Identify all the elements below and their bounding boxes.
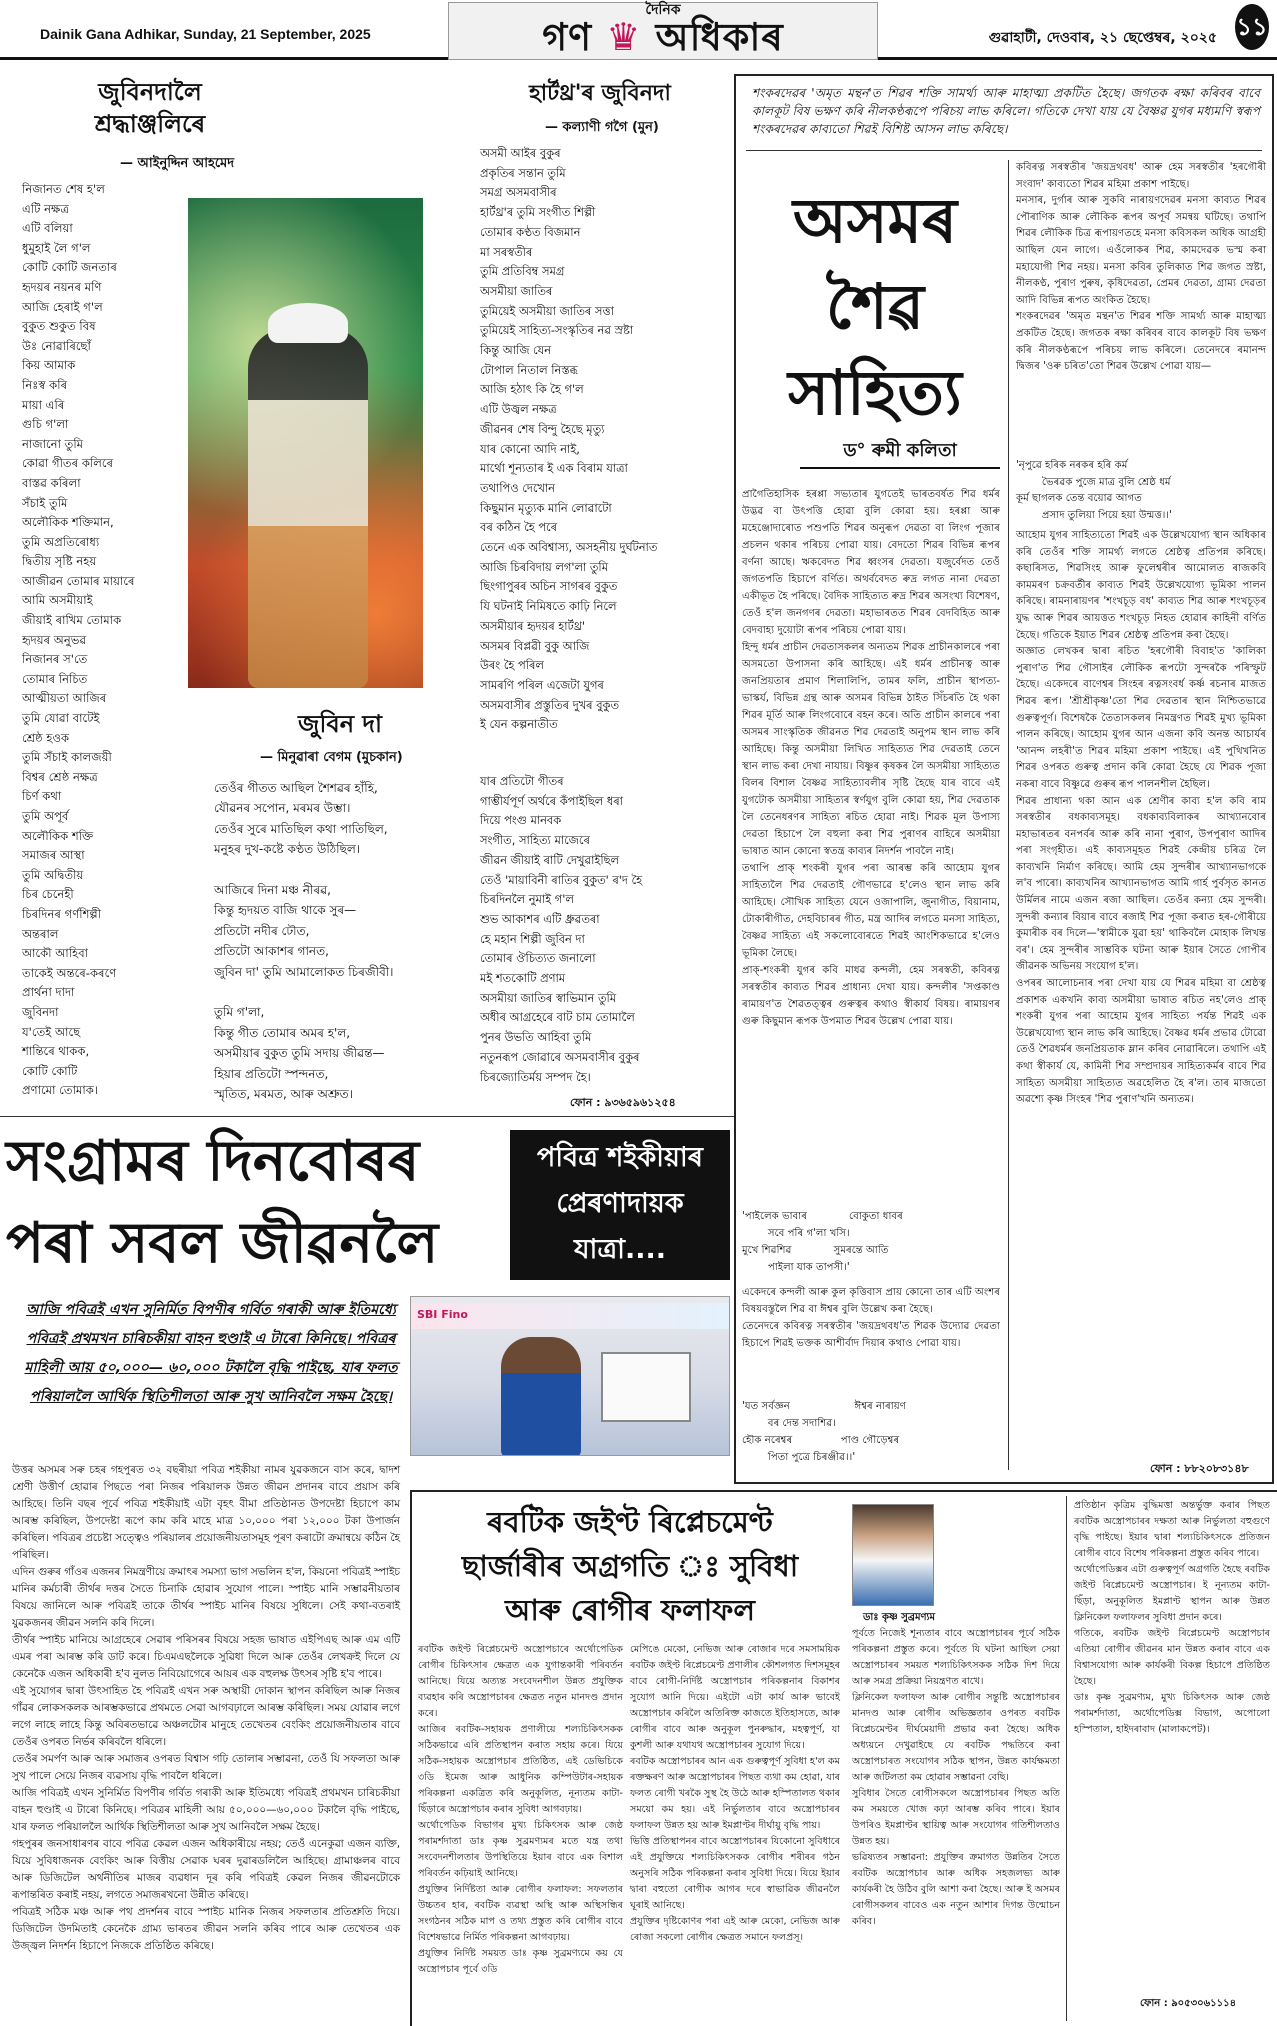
robotic-headline-line1: ৰবটিক জইণ্ট ৰিপ্লেচমেণ্ট	[487, 1505, 773, 1539]
robotic-headline	[420, 1500, 840, 1632]
struggle-body: উত্তৰ অসমৰ সৰু চহৰ গহপুৰত ৩২ বছৰীয়া পবিত্ৰ শইকীয়া নামৰ যুৱকজনে বাস কৰে, দ্বাদশ শ্ৰেণী উত্তীৰ্ণ হোৱাৰ পিছতে পৰা নিজৰ পৰিয়ালক উন্নত জীৱন প্ৰদানৰ বাবে প্ৰয়াস কৰি আহিছে। তিনি বছৰ পূৰ্বে পবিত্ৰ শইকীয়াই এটা বৃহৎ বীমা প্ৰতিষ্ঠানত উপদেষ্টা হিচাপে কাম আৰম্ভ কৰিছিল, উপদেষ্টা ৰূপে কাম কৰি মাহে মাত্ৰ ১০,০০০ পৰা ১২,০০০ টকা উপাৰ্জন কৰিছিল। পবিত্ৰৰ প্ৰচেষ্টা সত্ত্বেও পৰিয়ালৰ প্ৰয়োজনীয়তাসমূহ পূৰণ কৰাটো ক্ৰমান্বয়ে কঠিন হৈ পৰিছিল। এদিন গুৰুৰ গাঁওৰ এজনৰ নিমন্ত্ৰণীয়ে ক্ৰমাৎৰ সমস্যা ভাগ সভলিন হ'ল, কিয়নো পবিত্ৰই স্পাইচ মানিৰ কৰ্মচাৰী তীৰ্থৰ দত্তৰ সৈতে চিনাকি হোৱাৰ সুযোগ পালে। স্পাইচ মানি সম্ভাৱনীয়তাৰ বিষয়ে জানিলে আৰু পবিত্ৰই তাকে তীৰ্থৰ স্পাইচ মানিৰ বিষয়ে সুধিলে। সেই কথা-বতৰাই যুৱকজনৰ জীৱন সলনি কৰি দিলে। তীৰ্থৰ স্পাইচ মানিয়ে আগ্ৰহেৰে সেৱাৰ পৰিসৰৰ বিষয়ে সহজ ভাষাত এইপিএছ আৰু এম এটি এমৰ পৰা আৰম্ভ কৰি ডাট কৰে। চিএমএছলৈকে সুৱিধা দিলে আৰু তেওঁৰ লেখক্ৰই দিলে যে কেনেকৈ এজন অধিকাৰী হ'ব নুলত নিবিয়োগেৰে আয়ৰ এক বহুলক্ষ উৎসৰ সৃষ্টি হ'ব পাৰে। এই সুযোগৰ দ্বাৰা উৎসাহিত হৈ পবিত্ৰই এখন সৰু অস্থায়ী দোকান স্থাপন কৰিছিল আৰু নিজৰ গাঁৱৰ লোকসকলক আৰম্ভকভাৱে প্ৰথমতে সেৱা আগবঢ়ালে আৰম্ভ কৰিছিল। সময় যোৱাৰ লগে লগে লাহে লাহে কিন্তু অবিৰতভাৱে অঞ্চলটোৰ মানুহে তেখেতৰ বেংকিং প্ৰয়োজনীয়তাৰ বাবে তেওঁৰ ওপৰত নিৰ্ভৰ কৰিবলৈ ধৰিলে। তেওঁৰ সমৰ্পণ আৰু আৰু সমাজৰ ওপৰত বিশ্বাস গঢ়ি তোলাৰ সম্ভাৱনা, তেওঁ যি সফলতা আৰু সুখ পালে সেয়ে নিজৰ ব্যৱসায় বৃদ্ধি পাবলৈ ধৰিলে। আজি পবিত্ৰই এখন সুনিৰ্মিত বিপণীৰ গৰ্বিত গৰাকী আৰু ইতিমধ্যে পবিত্ৰই প্ৰথমখন চাৰিচকীয়া বাহন হুণ্ডাই এ টাৰো কিনিছে। পবিত্ৰৰ মাহিলী আয় ৫০,০০০—৬০,০০০ টকালৈ বৃদ্ধি পাইছে, যাৰ ফলত পৰিয়াললৈ আৰ্থিক স্থিতিশীলতা আৰু সুখ আনিবলৈ সক্ষম হৈছে। গহপুৰৰ জনসাধাৰণৰ বাবে পবিত্ৰ কেৱল এজন অধিকাৰীয়ে নহয়; তেওঁ এনেকুৱা এজন ব্যক্তি, যিয়ে সুবিধাজনক বেংকিং আৰু বিত্তীয় সেৱাক ঘৰৰ দুৱাৰডলিলৈ আহিছে। গ্ৰামাঞ্চলৰ বাবে আৰু ডিজিটেল অৰ্থনীতিৰ মাজৰ ব্যৱধান দূৰ কৰি পবিত্ৰই কেৱল নিজৰ জীৱনটোকে ৰূপান্তৰিত কৰাই নহয়, লগতে সমাজৰখনো উন্নীত কৰিছে। পবিত্ৰই সঠিক মঞ্চ আৰু পথ প্ৰদৰ্শনৰ বাবে স্পাইচ মানিক নিজৰ সফলতাৰ প্ৰতিশ্ৰুতি দিয়ে। ডিজিটেল উদমিতাই কেনেকৈ গ্ৰাম্য ভাৰতৰ জীৱন সলনি কৰিব পাৰে আৰু তেখেতৰ এক উজ্জ্বল নিদৰ্শন হিচাপে নিজকে প্ৰতিষ্ঠিত কৰিছে।	[12, 1464, 400, 1952]
robotic-headline-line3: আৰু ৰোগীৰ ফলাফল	[504, 1593, 755, 1627]
singer-hat-icon	[268, 303, 348, 343]
poem1-title-line2: শ্ৰদ্ধাঞ্জলিৰে	[94, 109, 206, 138]
shaiva-col-a: প্ৰাগৈতিহাসিক হৰপ্পা সভ্যতাৰ যুগতেই ভাৰতবৰ্ষত শিৱ ধৰ্মৰ উদ্ভৱ বা উৎপত্তি হোৱা বুলি কোৱা হয়। হৰপ্পা আৰু মহেঞ্জোদাৰোত পশুপতি শিৱৰ অনুৰূপ দেৱতা বা লিংগ পূজাৰ প্ৰচলন থকাৰ পৰিচয় পোৱা যায়। বেদতো শিৱৰ বিভিন্ন ৰূপৰ বৰ্ণনা আছে। ঋকবেদত শিৱ ধ্বংসৰ দেৱতা। যজুৰ্বেদত তেওঁ জগতপতি হিচাপে বৰ্ণিত। অথৰ্ববেদত ৰুদ্ৰ লগত নানা দেৱতা একীভূত হৈ পৰিছে। বৈদিক সাহিত্যত ৰুদ্ৰ শিৱৰ অসংখ্য বিশেষণ, তেওঁ হ'ল জনগণৰ দেৱতা। মহাভাৰতত শিৱৰ বেদবিহিত আৰু বেদবাহ্য দুয়োটা ৰূপৰ পৰিচয় পোৱা যায়। হিন্দু ধৰ্মৰ প্ৰাচীন দেৱতাসকলৰ অন্যতম শিৱক প্ৰাচীনকালৰে পৰা অসমতো উপাসনা কৰি আহিছে। এই ধৰ্মৰ প্ৰাচীনত্ব আৰু জনপ্ৰিয়তাৰ প্ৰমাণ শিলালিপি, তামৰ ফলি, প্ৰাচীন স্থাপত্য-ভাস্কৰ্য, বিভিন্ন গ্ৰন্থ আৰু অসমৰ বিভিন্ন ঠাইত সিঁচৰতি হৈ থকা শিৱৰ মূৰ্তি আৰু লিংগবোৰে বহন কৰে। অতি প্ৰাচীন কালৰে পৰা অসমৰ সাংস্কৃতিক জীৱনত শিৱ দেৱতাই অনুপম স্থান লাভ কৰি আহিছে। কিন্তু অসমীয়া লিখিত সাহিত্যত শিৱ দেৱতাই তেনে স্থান লাভ কৰা দেখা নাযায়। বিষ্ণুৰ কৃষকৰ লৈ অসমীয়া সাহিত্যত বিলৰ বিশাল বৈষ্ণৱ সাহিত্যাবলীৰ সৃষ্টি হৈছে যাৰ বাবে এই যুগটোক অসমীয়া সাহিত্যৰ স্বৰ্ণযুগ বুলি কোৱা হয়, শিৱ দেৱতাক লৈ তেনেধৰণৰ সাহিত্য ৰচিত হোৱা নাই। শিৱক মূল উপাস্য দেৱতা হিচাপে লৈ বহুলা কৰা শিৱ পুৰাণৰ বাহিৰে অসমীয়া ভাষাত আন কোনো স্বতন্ত্ৰ কাব্যৰ নিদৰ্শন পাবলৈ নাই। তথাপি প্ৰাক্ শংকৰী যুগৰ পৰা আৰম্ভ কৰি আহোম যুগৰ সাহিত্যলৈ শিৱ দেৱতাই গৌণভাৱে হ'লেও স্থান লাভ কৰি আহিছে। সৌখিক সাহিত্য যেনে ওজাপালি, জুনাগীত, বিয়ানাম, টোকাৰীগীত, দেহবিচাৰৰ গীত, মন্ত্ৰ আদিৰ লগতে মনসা সাহিত্য, বৈষ্ণৱ সাহিত্য এই সকলোবোৰতে শিৱই আংশিকভাৱে হ'লেও ভূমিকা লৈছে। প্ৰাক্‌-শংকৰী যুগৰ কবি মাধৱ কন্দলী, হেম সৰস্বতী, কবিৰত্ন সৰস্বতীৰ কাব্যত শিৱৰ প্ৰাধান্য দেখা যায়। কন্দলীৰ 'সপ্তকাণ্ড ৰামায়ণ'ত শৈৱতত্ত্বৰ গুৰুত্বৰ কথাও স্বীকাৰ্য বিষয়। ৰামায়ণৰ গুৰু কিছুমান ৰূপক উপমাত শিৱৰ উল্লেখ পোৱা যায়।	[742, 489, 1000, 1027]
column-divider	[1008, 160, 1009, 1470]
masthead-name-a: গণ	[542, 15, 593, 59]
shaiva-col-b2: আহোম যুগৰ সাহিত্যতো শিৱই এক উল্লেখযোগ্য স্থান অধিকাৰ কৰি তেওঁৰ শক্তি সামৰ্থ্য লগতে শ্ৰেষ্ঠত্ব প্ৰতিপন্ন কৰিছে। কছাৰিসত, শিৱসিংহ আৰু ফুলেশ্বৰীৰ আমোলত ৰাজকবি কামমৰণ চক্ৰবৰ্তীৰ কাব্যত শিৱই উল্লেখযোগ্য ভূমিকা পালন কৰিছে। ৰামনাৰায়ণৰ 'শংখচূড় বধ' কাব্যত শিৱ আৰু শংখচূড়ৰ যুদ্ধ আৰু শিৱৰ আয়ত্তত শংখচূড় নিহত হোৱাৰ কাহিনী বৰ্ণিত হৈছে। গতিকে ইয়াত শিৱৰ শ্ৰেষ্ঠত্ব প্ৰতিপন্ন কৰা হৈছে। অজ্ঞাত লেখকৰ দ্বাৰা ৰচিত 'হৰগৌৰী বিবাহ'ত 'কালিকা পুৰাণ'ত শিৱ গৌসাইৰ লৌকিক ৰূপটো সুন্দৰকৈ পৰিস্ফুট হৈছে। একেদৰে বাণেশ্বৰ সিংহৰ ৰত্নসংবৰ্ধ কৰ্ষ্ণ ৰচনাৰ মাজত শিৱৰ ৰূপ। 'শ্ৰীশ্ৰীকৃষ্ণ'তো শিৱ দেৱতাৰ স্থান নিশ্চিতভাৱে গুৰুত্বপূৰ্ণ। বিশেষকৈ তৈতাসকলৰ নিমন্ত্ৰণত শিৱই মুখ্য ভূমিকা পালন কৰিছে। আহোম যুগৰ আন এজনা কবি অনন্ত আচাৰ্যৰ 'আনন্দ লহৰী'ত শিৱৰ মহিমা প্ৰকাশ পাইছে। এই পুথিখনিত শিৱৰ ওপৰত গুৰুত্ব প্ৰদান কৰি কোৱা হৈছে যে শিৱক পূজা নকৰা বাবে বিষ্ণুৱে গুৰুৰ ৰূপ পালনশীল হৈছিল। শিৱৰ প্ৰাধান্য থকা আন এক শ্ৰেণীৰ কাব্য হ'ল কবি ৰাম সৰস্বতীৰ বধকাব্যসমূহ। বধকাব্যবিলাকৰ আখ্যানবোৰ মহাভাৰতৰ বনপৰ্বৰ আৰু কৰি নানা পুৰাণ, উপপুৰাণ আদিৰ পৰা সংগৃহীত। এই কাব্যসমূহত শিৱই কেন্দ্ৰীয় চৰিত্ৰ লৈ কাব্যখনি নিৰ্মাণ কৰিছে। আমি হেম সুন্দৰীৰ আখ্যানভাগকে ল'ব পাৰো। কাব্যখনিৰ আখ্যানভাগত আমি গাৰ্হ পুৰ্বসৃত কানত উৰ্মিলৰ নামে এজন ৰজা আছিল। তেওঁৰ কন্যা হেম সুন্দৰী। সুন্দৰী কন্যাৰ বিয়াৰ বাবে ৰজাই শিৱ পূজা কৰাত হৰ-গৌৰীয়ে কুমাৰীক বৰ দিলে—'স্বামীকে যুৱা হয়' থাকিবলৈ মোহাক লিখন্ত বৰ'। হেম সুন্দৰীৰ সাম্ভবিক ঘটনা আৰু ইয়াৰ সৈতে গোপীৰ জীৱনক অভিনয় সংযোগ হ'ল। ওপৰৰ আলোচনাৰ পৰা দেখা যায় যে শিৱৰ মহিমা বা শ্ৰেষ্ঠত্ব প্ৰকাশক একখনি কাব্য অসমীয়া ভাষাত ৰচিত নহ'লেও প্ৰাক্‌ শংকৰী যুগৰ পৰা আহোম যুগৰ সাহিত্য পৰ্যন্ত শিৱই এক উল্লেখযোগ্য স্থান লাভ কৰি আহিছে। বৈষ্ণৱ ধৰ্মৰ প্ৰভাৱ টোৱো তেওঁ শৈৱধৰ্মৰ জনপ্ৰিয়তাক ম্লান কৰিব নোৱাৰিলে। তথাপি এই কথা স্বীকাৰ্য যে, কামিনী শিৱ সম্প্ৰদায়ৰ সাহিত্যকৰ্মৰ বাবে শিৱ সাহিত্য অসমীয়া সাহিত্যত অৱহেলিত হৈ ৰ'ল। তাৰ মাজতো অৱশ্যে কৃষ্ণ সিংহৰ 'শিৱ পুৰাণ'খনি অন্যতম।	[1016, 530, 1266, 1106]
poem1-author: — আইনুদ্দিন আহমেদ	[120, 156, 235, 171]
struggle-headline-line1: সংগ্ৰামৰ দিনবোৰৰ	[6, 1128, 420, 1194]
singer-photo	[188, 198, 423, 688]
singer-figure	[248, 328, 368, 688]
robotic-headline-line2: ছাৰ্জাৰীৰ অগ্ৰগতি ঃ সুবিধা	[461, 1549, 799, 1583]
struggle-headline	[6, 1120, 506, 1284]
masthead-logo-icon: ♛	[606, 15, 642, 59]
struggle-box-line3: যাত্ৰা....	[573, 1234, 667, 1265]
column-divider	[1066, 1496, 1067, 2021]
page-number: ১১	[1235, 4, 1269, 50]
entrepreneur-figure	[501, 1337, 581, 1456]
struggle-box-line2: প্ৰেৰণাদায়ক	[556, 1188, 684, 1219]
struggle-headline-line2: পৰা সবল জীৱনলৈ	[6, 1210, 439, 1276]
robotic-col2: মেপিঙে মেকো, নেভিজ আৰু ৰোজাৰ দৰে সমসাময়িক ৰবটিক জইণ্ট ৰিপ্লেচমেণ্ট প্ৰণালীৰ কৌশলগত দিশসমূহৰ বাবে ৰোগী-নিৰ্দিষ্ট অস্ত্ৰোপচাৰ পৰিকল্পনাৰ বিকাশৰ সুযোগ আনি দিয়ে। এইটো এটা কাৰ্য আৰু ভাবেই অস্ত্ৰোপচাৰ কৰিলৈ অতিৰিক্ত কাজতে ইতিহাসতে, আৰু ৰোগীৰ বাবে আৰু অনুকূল পুনৰুদ্ধাৰ, মহত্বপূৰ্ণ, যা কুশলী আৰু যথাযথ অস্ত্ৰোপচাৰৰ সুযোগ দিয়ে। ৰবটিক অস্ত্ৰোপচাৰৰ আন এক গুৰুত্বপূৰ্ণ সুবিধা হ'ল কম ৰক্তক্ষৰণ আৰু অস্ত্ৰোপচাৰৰ পিছত ব্যথা কম হোৱা, যাৰ ফলত ৰোগী খৰকৈ সুস্থ হৈ উঠে আৰু হস্পিতালত থকাৰ সময়ো কম হয়। এই নিৰ্ভুলতাৰ বাবে অস্ত্ৰোপচাৰৰ ফলাফল উন্নত হয় আৰু ইমপ্লাণ্টৰ দীৰ্ঘায়ু বৃদ্ধি পায়। ভিত্তি প্ৰতিস্থাপনৰ বাবে অস্ত্ৰোপচাৰৰ যিকোনো সুবিধাৰে এই প্ৰযুক্তিয়ে শল্যচিকিৎসকক ৰোগীৰ শৰীৰৰ গঠন অনুসৰি সঠিক পৰিকল্পনা কৰাৰ সুবিধা দিয়ে। যিয়ে ইয়াৰ দ্বাৰা বহুতো ৰোগীক আগৰ দৰে স্বাভাৱিক জীৱনলৈ ঘূৰাই আনিছে। প্ৰযুক্তিৰ দৃষ্টিকোণৰ পৰা এই আৰু মেকো, নেভিজ আৰু ৰোজা সকলো ৰোগীৰ ক্ষেত্ৰত সমানে ফলপ্ৰসূ।	[630, 1644, 841, 1943]
poem3-title: জুবিন দা	[298, 709, 382, 738]
struggle-photo	[410, 1296, 730, 1456]
shaiva-col-b: কবিৰত্ন সৰস্বতীৰ 'জয়দ্ৰথবধ' আৰু হেম সৰস্বতীৰ 'হৰগৌৰী সংবাদ' কাব্যতো শিৱৰ মহিমা প্ৰকাশ পাইছে। মনসাৰ, দুৰ্গাৰ আৰু সুকবি নাৰায়ণদেৱৰ মনসা কাব্যত শিৱৰ পৌৰাণিক আৰু লৌকিক ৰূপৰ অপূৰ্ব সমন্বয় ঘটিছে। তথাপি শিৱৰ লৌকিক চিত্ৰ ৰূপায়ণতহে মনসা কবিসকল অধিক আগ্ৰহী আছিল যেন লাগে। এওঁলোকৰ শিৱ, কামদেৱক ভস্ম কৰা মহাযোগী শিৱ নহয়। মনসা কবিৰ তুলিকাত শিৱ জগত স্ৰষ্টা, নীলকণ্ঠ, পুৰাণ পুৰুষ, কৃষিদেৱতা, প্ৰেমৰ দেৱতা, গ্ৰাম্য দেৱতা আদি বিভিন্ন ৰূপত অংকিত হৈছে। শংকৰদেৱৰ 'অমৃত মন্থন'ত শিৱৰ শক্তি সামৰ্থ্য আৰু মাহাত্ম্য প্ৰকটিত হৈছে। জগতক ৰক্ষা কৰিবৰ বাবে কালকূট বিষ ভক্ষণ কৰি নীলকণ্ঠৰূপে পৰিচয় লাভ কৰিলে। তেনেদৰে ৰমানন্দ দ্বিজৰ 'ওৰু চৰিত'তো শিৱৰ উল্লেখ পোৱা যায়—	[1016, 162, 1266, 373]
poem2-lines-b: যাৰ প্ৰতিটো গীতৰ গাম্ভীৰ্যপূৰ্ণ অৰ্থৰে কঁপাইছিল ধৰা দিয়ে পংগু মানবক সংগীত, সাহিত্য মাজেৰে জীৱন জীয়াই ৰাটি দেখুৱাইছিল তেওঁ 'মায়াবিনী ৰাতিৰ বুকুত' ৰ'দ হৈ চিৰদিনলৈ নুমাই গ'ল শুভ আকাশৰ এটি ধ্ৰুৱতৰা হে মহান শিল্পী জুবিন দা তোমাৰ ঔচিত্যত জনালো মই শতকোটি প্ৰণাম অসমীয়া জাতিৰ স্বাভিমান তুমি অধীৰ আগ্ৰহেৰে বাট চাম তোমালৈ পুনৰ উভতি আহিবা তুমি নতুনৰূপ জোৱাৰে অসমবাসীৰ বুকুৰ চিৰজ্যোতিৰ্ময় সম্পদ হৈ।	[480, 774, 643, 1084]
poem2-title: হাৰ্টথ্ৰ'ৰ জুবিনদা	[529, 80, 671, 106]
monitor-icon	[601, 1352, 691, 1422]
shaiva-verse-b: 'যত সৰ্বজ্ঞন ঈশ্বৰ নাৰায়ণ বৰ দেন্ত সদাশিৱ। হৌক নৰেশ্বৰ পাণ্ড গৌড়েশ্বৰ পিতা পুত্ৰে চিৰঞ্জীৱ।।'	[742, 1401, 906, 1463]
struggle-box-line1: পবিত্ৰ শইকীয়াৰ	[537, 1142, 703, 1173]
shaiva-phone: ফোন : ৮৮২০৮৩১৪৮	[1150, 1462, 1249, 1475]
doctor-photo	[852, 1504, 934, 1606]
shaiva-title-line3: সাহিত্য	[788, 356, 962, 429]
photo-banner: SBI Fino	[411, 1303, 730, 1329]
poem2-author: — কল্যাণী গগৈ (মুন)	[545, 120, 659, 135]
robotic-col1: ৰবটিক জইণ্ট ৰিপ্লেচমেণ্ট অস্ত্ৰোপচাৰে অৰ্থোপেডিক ৰোগীৰ চিকিৎসাৰ ক্ষেত্ৰত এক যুগান্তকাৰী পৰিবৰ্তন আনিছে। যিয়ে অত্যন্ত সংবেদনশীল উন্নত প্ৰযুক্তিক ব্যৱহাৰ কৰি অস্ত্ৰোপচাৰৰ ক্ষেত্ৰত নতুন মানদণ্ড প্ৰদান কৰে। আজিৰ ৰবটিক-সহায়ক প্ৰণালীয়ে শল্যচিকিৎসকক সঠিকভাৱে এৰি প্ৰতিস্থাপন কৰাত সহায় কৰে। যিয়ে সঠিক-সহায়ক অস্ত্ৰোপচাৰ প্ৰতিষ্ঠিত, এই ডেভিচিকে ৩ডি ইমেজ আৰু আধুনিক কম্পিউটাৰ-সহায়ক পৰিকল্পনা একত্ৰিত কৰি অনুকূলিত, নূন্যতম কাটা-ছিঁড়াৰে অস্ত্ৰোপচাৰ কৰাৰ সুবিধা আগবঢ়ায়। অৰ্থোপেডিক বিভাগৰ মুখ্য চিকিৎসক আৰু জেষ্ঠ পৰামৰ্শদাতা ডাঃ কৃষ্ণ সুব্ৰমণ্যমৰ মতে যন্ত্ৰ তথা সংবেদনশীলতাৰ উপস্থিতিয়ে ইয়াৰ বাবে এক বিশাল পৰিবৰ্তন কঢ়িয়াই আনিছে। প্ৰযুক্তিৰ নিৰ্দিষ্টতা আৰু ৰোগীৰ ফলাফল: সফলতাৰ উচ্চতৰ হাৰ, ৰবটিক ব্যৱস্থা অস্থি আৰু অস্থিসন্ধিৰ সংগঠনৰ সঠিক মাপ ও তথ্য প্ৰস্তুত কৰি ৰোগীৰ বাবে বিশেষভাৱে নিৰ্মিত পৰিকল্পনা আগবঢ়ায়। প্ৰযুক্তিৰ নিৰ্দিষ্ট সময়ত ডাঃ কৃষ্ণ সুব্ৰমণ্যমে কয় যে অস্ত্ৰোপচাৰ পূৰ্বে ৩ডি	[418, 1644, 623, 1975]
shaiva-verse-a: 'পাইলেক ভাবাৰ বোকুতা ধাবৰ সবে পৰি গ'লা খসি। মুখে শিৱশিৱ সুমৰন্তে আতি পাইলা যাক তাপসী।'	[742, 1211, 903, 1273]
shaiva-title	[760, 178, 990, 436]
masthead-name-b: অধিকাৰ	[655, 15, 784, 59]
shaiva-title-line1: অসমৰ	[793, 184, 957, 257]
robotic-col4: প্ৰতিষ্ঠান কৃত্ৰিম বুদ্ধিমত্তা অন্তৰ্ভুক্ত কৰাৰ পিছত ৰবটিক অস্ত্ৰোপচাৰৰ দক্ষতা আৰু নিৰ্ভুলতা বহুগুণে বৃদ্ধি পাইছে। ইয়াৰ দ্বাৰা শল্যচিকিৎসকে প্ৰতিজন ৰোগীৰ বাবে বিশেষ পৰিকল্পনা প্ৰস্তুত কৰিব পাৰে। অৰ্থোপেডিক্সৰ এটা গুৰুত্বপূৰ্ণ অগ্ৰগতি হৈছে ৰবটিক জইণ্ট ৰিপ্লেচমেণ্ট অস্ত্ৰোপচাৰ। ই নূন্যতম কাটা-ছিঁড়া, অনুকূলিত ইমপ্লাণ্ট স্থাপন আৰু উন্নত ক্লিনিকেল ফলাফলৰ সুবিধা প্ৰদান কৰে। গতিকে, ৰবটিক জইণ্ট ৰিপ্লেচমেণ্ট অস্ত্ৰোপচাৰ এতিয়া ৰোগীৰ জীৱনৰ মান উন্নত কৰাৰ বাবে এক বিশ্বাসযোগ্য আৰু কাৰ্যকৰী বিকল্প হিচাপে প্ৰতিষ্ঠিত হৈছে। ডাঃ কৃষ্ণ সুব্ৰমণ্যম, মুখ্য চিকিৎসক আৰু জেষ্ঠ পৰামৰ্শদাতা, অৰ্থোপেডিক্স বিভাগ, অপোলো হস্পিতাল, হাইদৰাবাদ (মালাকপেট)।	[1074, 1500, 1270, 1735]
masthead-name	[449, 17, 877, 57]
divider	[0, 1116, 734, 1117]
poem3-author: — মিনুৱাৰা বেগম (মুচকান)	[260, 750, 403, 765]
shaiva-author: ড° ৰুমী কলিতা	[800, 436, 1000, 469]
struggle-deck: আজি পবিত্ৰই এখন সুনিৰ্মিত বিপণীৰ গৰ্বিত গৰাকী আৰু ইতিমধ্যে পবিত্ৰই প্ৰথমখন চাৰিচকীয়া বাহন হুণ্ডাই এ টাৰো কিনিছে। পবিত্ৰৰ মাহিলী আয় ৫০,০০০— ৬০,০০০ টকালৈ বৃদ্ধি পাইছে, যাৰ ফলত পৰিয়াললৈ আৰ্থিক স্থিতিশীলতা আৰু সুখ আনিবলৈ সক্ষম হৈছে।	[24, 1302, 398, 1405]
poem1-lines: নিজানত শেষ হ'ল এটি নক্ষত্ৰ এটি বলিয়া ধুমুহাই লৈ গ'ল কোটি কোটি জনতাৰ হৃদয়ৰ নয়নৰ মণি আজি হেৰাই গ'ল বুকুত শুকুত বিষ উঃ নোৱাৰিছোঁ কিয় আমাক নিঃস্ব কৰি মায়া এৰি গুচি গ'লা নাজানো তুমি কোৱা গীতৰ কলিৰে বাস্তৱ কৰিলা সঁচাই তুমি অলৌকিক শক্তিমান, তুমি অপ্ৰতিৰোধ্য দ্বিতীয় সৃষ্টি নহয় আজীৱন তোমাৰ মায়াৰে আমি অসমীয়াই জীয়াই ৰাখিম তোমাক হৃদয়ৰ অনুভৱ নিজানৰ স'তে তোমাৰ নিচিত আত্মীয়তা আজিৰ তুমি যোৱা বাটেই শ্ৰেষ্ঠ হওক তুমি সঁচাই কালজয়ী বিশ্বৰ শ্ৰেষ্ঠ নক্ষত্ৰ চিৰ্ণ কথা তুমি অপূৰ্ব অলৌকিক শক্তি সমাজৰ আস্থা তুমি অদ্বিতীয় চিৰ চেনেহী চিৰদিনৰ গৰ্ণশিল্পী অন্তৰাল আকৌ আহিবা তাকেই অন্তৰে-কৰণে প্ৰাৰ্থনা দাদা জুবিনদা য'তেই আছে শান্তিৰে থাকক, কোটি কোটি প্ৰণামো তোমাক।	[22, 182, 135, 1098]
masthead-kicker: দৈনিক	[645, 2, 681, 18]
poem1-title-line1: জুবিনদালৈ	[98, 77, 202, 106]
divider	[746, 150, 1262, 151]
masthead	[448, 2, 878, 60]
shaiva-intro: শংকৰদেৱৰ 'অমৃত মন্থন'ত শিৱৰ শক্তি সামৰ্থ্য আৰু মাহাত্ম্য প্ৰকটিত হৈছে। জগতক ৰক্ষা কৰিবৰ বাবে কালকূট বিষ ভক্ষণ কৰি নীলকণ্ঠৰূপে পৰিচয় লাভ কৰিলে। গতিকে দেখা যায় যে বৈষ্ণৱ যুগৰ মধ্যমণি স্বৰূপ শংকৰদেৱৰ কাব্যতো শিৱই বিশিষ্ট আসন লাভ কৰিছে।	[752, 86, 1260, 136]
poem3-lines: তেওঁৰ গীতত আছিল শৈশৱৰ হাঁহি, যৌৱনৰ সপোন, মৰমৰ উম্ভা। তেওঁৰ সুৰে মাতিছিল কথা পাতিছিল, মনুহৰ দুখ-কষ্টে কণ্ঠত উঠিছিল। আজিৰে দিনা মঞ্চ নীৰৱ, কিন্তু হৃদয়ত বাজি থাকে সুৰ— প্ৰতিটো নদীৰ ঢৌত, প্ৰতিটো আকাশৰ গানত, জুবিন দা' তুমি আমালোকত চিৰজীবী। তুমি গ'লা, কিন্তু গীত তোমাৰ অমৰ হ'ল, অসমীয়াৰ বুকুত তুমি সদায় জীৱন্ত— হিয়াৰ প্ৰতিটো স্পন্দনত, স্মৃতিত, মৰমত, আৰু অশ্ৰুত।	[214, 781, 394, 1102]
robotic-phone: ফোন : ৯০৫৩০৬১১১৪	[1140, 1998, 1237, 2009]
shaiva-title-line2: শৈৱ	[825, 270, 925, 343]
robotic-col3: পূৰ্বতে নিজেই শূন্যতাৰ বাবে অস্ত্ৰোপচাৰৰ পূৰ্বে সঠিক পৰিকল্পনা প্ৰস্তুত কৰে। পূৰ্বতে যি ঘটনা আছিল সেয়া অস্ত্ৰোপচাৰৰ সময়ত শল্যচিকিৎসকক সঠিক দিশ দিয়ে আৰু সমগ্ৰ প্ৰক্ৰিয়া নিয়ন্ত্ৰণত ৰাখে। ক্লিনিকেল ফলাফল আৰু ৰোগীৰ সন্তুষ্টি অস্ত্ৰোপচাৰৰ মানদণ্ড আৰু ৰোগীৰ অভিজ্ঞতাৰ ওপৰত ৰবটিক ৰিপ্লেচমেণ্টৰ দীৰ্ঘমেয়াদী প্ৰভাৱ কৰা হৈছে। অধিক অধ্যয়নে দেখুৱাইছে যে ৰবটিক পদ্ধতিৰে কৰা অস্ত্ৰোপচাৰত সংযোগৰ সঠিক স্থাপন, উন্নত কাৰ্যক্ষমতা আৰু জটিলতা কম হোৱাৰ সম্ভাৱনা বেছি। সুবিধাৰ সৈতে ৰোগীসকলে অস্ত্ৰোপচাৰৰ পিছত অতি কম সময়তে খোজ কঢ়া আৰম্ভ কৰিব পাৰে। ইয়াৰ উপৰিও ইমপ্লাণ্টৰ স্থায়িত্ব আৰু সংযোগৰ গতিশীলতাও উন্নত হয়। ভৱিষ্যতৰ সম্ভাৱনা: প্ৰযুক্তিৰ ক্ৰমাগত উন্নতিৰ সৈতে ৰবটিক অস্ত্ৰোপচাৰ আৰু অধিক সহজলভ্য আৰু কাৰ্যকৰী হৈ উঠিব বুলি আশা কৰা হৈছে। আৰু ই অসমৰ ৰোগীসকলৰ বাবেও এক নতুন আশাৰ দিগন্ত উন্মোচন কৰিব।	[852, 1628, 1060, 1927]
page-header	[0, 0, 1277, 60]
poem1-title	[20, 76, 280, 140]
struggle-subhead-box	[510, 1130, 730, 1280]
doctor-caption: ডাঃ কৃষ্ণ সুব্ৰমণ্যম	[862, 1612, 935, 1623]
header-left-text: Dainik Gana Adhikar, Sunday, 21 September, 2025	[40, 26, 371, 42]
shaiva-verse-c: 'নৃপুৱে হৰিক নৰকৰ হৰি কৰ্ম ভৈৰৱক পুজে মাত্ৰ বুলি শ্ৰেষ্ঠ ধৰ্ম কূৰ্ম ছাগলক তেন্ত বয়োৱ আগত প্ৰসাদ তুলিয়া পিয়ে হয়া উন্মত্ত।।'	[1016, 460, 1172, 521]
poem2-phone: ফোন : ৯৩৬৫৯৬১২৫৪	[570, 1096, 676, 1109]
poem2-lines-a: অসমী আইৰ বুকুৰ প্ৰকৃতিৰ সন্তান তুমি সমগ্ৰ অসমবাসীৰ হাৰ্টথ্ৰ'ৰ তুমি সংগীত শিল্পী তোমাৰ কণ্ঠত বিজমান মা সৰস্বতীৰ তুমি প্ৰতিবিম্ব সমগ্ৰ অসমীয়া জাতিৰ তুমিয়েই অসমীয়া জাতিৰ সত্তা তুমিয়েই সাহিত্য-সংস্কৃতিৰ নৱ স্ৰষ্টা কিন্তু আজি যেন টোপাল নিতাল নিস্তব্ধ আজি হঠাৎ কি হৈ গ'ল এটি উজ্বল নক্ষত্ৰ জীৱনৰ শেষ বিন্দু হৈছে মৃত্যু যাৰ কোনো আদি নাই, মাৰ্থো শূন্যতাৰ ই এক বিৰাম যাত্ৰা তথাপিও দেখোন কিছুমান মৃত্যুক মানি লোৱাটো বৰ কঠিন হৈ পৰে তেনে এক অবিশ্বাস্য, অসহনীয় দুৰ্ঘটনাত আজি চিৰবিদায় লগ'লা তুমি ছিংগাপুৰৰ অচিন সাগৰৰ বুকুত যি ঘটনাই নিমিষতে কাঢ়ি নিলে অসমীয়াৰ হৃদয়ৰ হাৰ্টথ্ৰ' অসমৰ বিপ্লৱী বুকু আজি উৰং হৈ পৰিল সামৰণি পৰিল এজেটা যুগৰ অসমবাসীৰ প্ৰস্তুতিৰ দুখৰ বুকুত ই যেন কল্পনাতীত	[480, 146, 658, 732]
shaiva-col-a2: একেদৰে কন্দলী আৰু কুল কৃত্তিবাস প্ৰায় কোনো তাৰ এটি অংশৰ বিষয়বস্তুলৈ শিৱ বা ঈশ্বৰ বুলি উল্লেখ কৰা হৈছে। তেনেদৰে কবিৰত্ন সৰস্বতীৰ 'জয়দ্ৰথবধ'ত শিৱক উদ্যোৱ দেৱতা হিচাপে শিৱই ভক্তক আশীৰ্বাদ দিয়াৰ কথাও পোৱা যায়।	[742, 1287, 1000, 1349]
header-right-text: গুৱাহাটী, দেওবাৰ, ২১ ছেপ্তেম্বৰ, ২০২৫	[988, 30, 1217, 46]
